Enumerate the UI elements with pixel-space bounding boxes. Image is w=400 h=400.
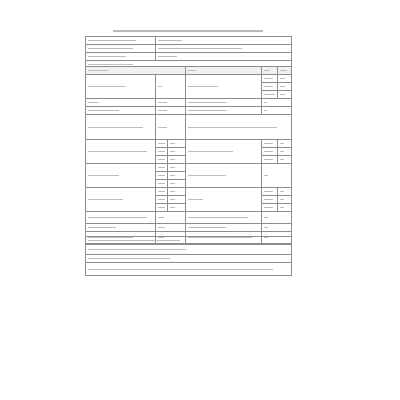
table-cell (262, 148, 278, 156)
table-cell (86, 188, 156, 212)
table-cell (156, 140, 168, 148)
table-cell (262, 140, 278, 148)
table-cell (186, 99, 262, 107)
table-cell (278, 188, 292, 196)
table-cell (156, 148, 168, 156)
table-cell (262, 224, 292, 232)
table-cell (86, 212, 156, 224)
table-cell (156, 204, 168, 212)
table-cell (278, 204, 292, 212)
table-cell (86, 37, 156, 45)
table-cell (186, 188, 262, 212)
table-cell (186, 67, 262, 75)
table-row (86, 255, 292, 263)
table-cell (168, 188, 186, 196)
table-cell (278, 83, 292, 91)
table-cell (262, 107, 292, 115)
table-cell (156, 99, 186, 107)
parameter-table (85, 66, 292, 244)
notes-table (85, 236, 292, 276)
table-cell (278, 91, 292, 99)
table-cell (156, 188, 168, 196)
table-cell (186, 115, 292, 140)
table-cell (86, 245, 292, 255)
table-row (86, 67, 292, 75)
table-cell (168, 204, 186, 212)
table-cell (86, 53, 156, 61)
document-title-placeholder (113, 30, 263, 32)
table-row (86, 140, 292, 148)
table-cell (262, 212, 292, 224)
table-row (86, 53, 292, 61)
table-cell (186, 164, 262, 188)
table-row (86, 75, 292, 83)
table-cell (262, 188, 278, 196)
table-cell (186, 140, 262, 164)
table-row (86, 37, 292, 45)
table-row (86, 107, 292, 115)
table-row (86, 164, 292, 172)
table-cell (168, 148, 186, 156)
table-row (86, 212, 292, 224)
table-cell (156, 196, 168, 204)
table-cell (186, 107, 262, 115)
table-cell (86, 107, 156, 115)
table-cell (278, 148, 292, 156)
table-cell (186, 75, 262, 99)
table-cell (156, 45, 292, 53)
table-cell (262, 196, 278, 204)
table-row (86, 224, 292, 232)
table-cell (278, 75, 292, 83)
table-cell (86, 99, 156, 107)
table-row (86, 263, 292, 276)
table-cell (168, 180, 186, 188)
table-cell (86, 224, 156, 232)
table-cell (156, 212, 186, 224)
table-cell (86, 115, 156, 140)
table-cell (86, 237, 292, 245)
table-cell (262, 204, 278, 212)
table-cell (156, 75, 186, 99)
table-row (86, 99, 292, 107)
table-cell (156, 172, 168, 180)
table-cell (168, 172, 186, 180)
table-cell (156, 156, 168, 164)
table-cell (86, 263, 292, 276)
table-cell (168, 164, 186, 172)
table-cell (262, 83, 278, 91)
table-cell (262, 67, 278, 75)
table-row (86, 245, 292, 255)
table-cell (168, 140, 186, 148)
table-cell (278, 156, 292, 164)
table-cell (156, 107, 186, 115)
table-row (86, 45, 292, 53)
header-table (85, 36, 292, 69)
table-cell (278, 140, 292, 148)
table-cell (86, 75, 156, 99)
table-row (86, 115, 292, 140)
table-cell (186, 224, 262, 232)
table-cell (168, 196, 186, 204)
table-cell (86, 67, 186, 75)
table-cell (156, 37, 292, 45)
table-cell (156, 115, 186, 140)
table-row (86, 188, 292, 196)
table-row (86, 237, 292, 245)
table-cell (168, 156, 186, 164)
table-cell (86, 255, 292, 263)
table-cell (262, 75, 278, 83)
table-cell (156, 164, 168, 172)
table-cell (278, 196, 292, 204)
table-cell (262, 91, 278, 99)
table-cell (86, 45, 156, 53)
table-cell (86, 140, 156, 164)
table-cell (186, 212, 262, 224)
table-cell (156, 224, 186, 232)
table-cell (262, 164, 292, 188)
table-cell (278, 67, 292, 75)
table-cell (156, 180, 168, 188)
document-title (85, 28, 291, 34)
table-cell (86, 164, 156, 188)
table-cell (156, 53, 292, 61)
table-cell (262, 156, 278, 164)
table-cell (262, 99, 292, 107)
